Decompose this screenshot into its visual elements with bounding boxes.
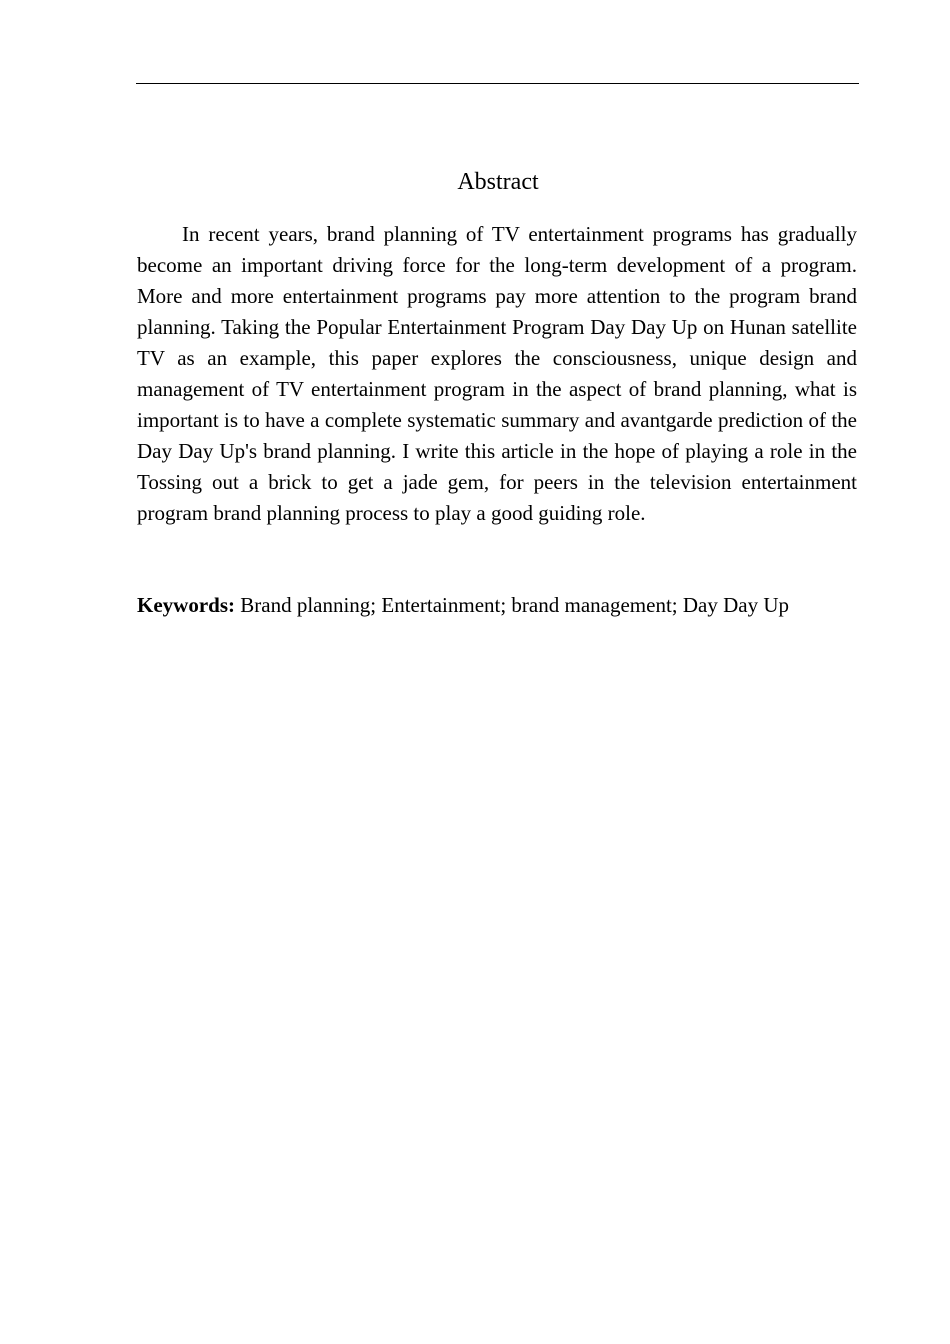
abstract-body: In recent years, brand planning of TV entertainment programs has gradually become an important driving force for the long-term development of a program. More and more entertainment programs pay more attention to the program brand planning. Taking the Popular Entertainment Program Day Day Up on Hunan satellite TV as an example, this paper explores the consciousness, unique design and management of TV entertainment program in the aspect of brand planning, what is important is to have a complete systematic summary and avantgarde prediction of the Day Day Up's brand planning. I write this article in the hope of playing a role in the Tossing out a brick to get a jade gem, for peers in the television entertainment program brand planning process to play a good guiding role. [137,222,857,525]
keywords-text: Brand planning; Entertainment; brand management; Day Day Up [240,593,790,617]
abstract-title: Abstract [457,169,539,196]
header-rule [136,83,859,84]
keywords-line [137,590,877,621]
keywords-label: Keywords: [137,593,235,617]
